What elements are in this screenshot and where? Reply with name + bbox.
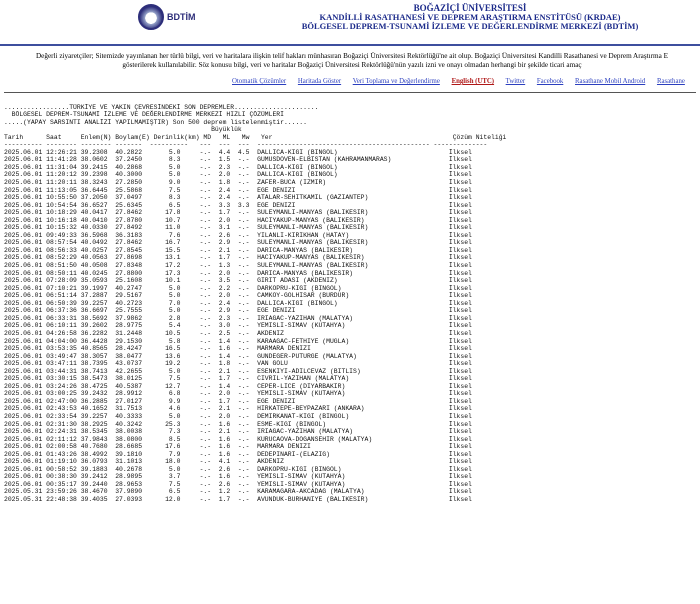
link-show-on-map[interactable]: Haritada Göster: [297, 78, 342, 85]
earthquake-row: 2025.06.01 00:35:17 39.2440 28.9653 7.5 -.- 2.6 -.- YEMISLI-SIMAV (KUTAHYA) İlksel: [4, 480, 472, 488]
intro-line-3: .....(YAPAY SARSINTI ANALİZİ YAPILMAMIŞTIR) Son 500 deprem listelenmiştir......: [4, 118, 307, 126]
link-facebook[interactable]: Facebook: [536, 78, 564, 85]
university-title: BOĞAZİÇİ ÜNİVERSİTESİ: [413, 3, 527, 13]
earthquake-row: 2025.06.01 11:20:12 39.2398 40.3000 5.0 -.- 2.0 -.- DALLICA-KIGI (BINGOL) İlksel: [4, 171, 472, 179]
center-title: BÖLGESEL DEPREM-TSUNAMİ İZLEME VE DEĞERLENDİRME MERKEZİ (BDTİM): [301, 21, 639, 31]
earthquake-row: 2025.06.01 03:47:11 38.7395 43.0737 19.2 -.- 1.8 -.- VAN GOLU İlksel: [4, 360, 472, 368]
earthquake-row: 2025.06.01 02:33:54 39.2257 40.3333 5.0 -.- 2.0 -.- DEMIRKANAT-KIGI (BINGOL) İlksel: [4, 412, 472, 420]
earthquake-row: 2025.06.01 06:37:36 36.6697 25.7555 5.0 -.- 2.9 -.- EGE DENIZI İlksel: [4, 307, 472, 315]
institution-titles: [240, 4, 700, 31]
link-rasathane[interactable]: Rasathane: [656, 78, 685, 85]
bdtim-logo[interactable]: [138, 4, 196, 30]
intro-line-2: BÖLGESEL DEPREM-TSUNAMİ İZLEME VE DEĞERLENDİRME MERKEZİ HIZLI ÇÖZÜMLERİ: [4, 111, 284, 119]
earthquake-row: 2025.06.01 06:51:14 37.2887 29.5167 5.0 -.- 2.0 -.- CAMKOY-GOLHISAR (BURDUR) İlksel: [4, 292, 472, 300]
earthquake-row: 2025.05.31 22:48:38 39.4035 27.0393 12.0 -.- 1.7 -.- AVUNDUK-BURHANIYE (BALIKESIR) İlksel: [4, 495, 472, 503]
earthquake-row: 2025.06.01 09:49:33 36.5968 36.3183 7.6 -.- 2.6 -.- YILANLI-KIRIKHAN (HATAY) İlksel: [4, 231, 472, 239]
earthquake-row: 2025.06.01 10:18:29 40.0417 27.8462 17.8 -.- 1.7 -.- SULEYMANLI-MANYAS (BALIKESIR) İlksel: [4, 209, 472, 217]
earthquake-row: 2025.06.01 01:19:10 36.0793 31.1013 18.0 -.- 4.1 -.- AKDENIZ İlksel: [4, 458, 472, 466]
earthquake-row: 2025.06.01 02:00:58 40.7680 28.6685 17.6 -.- 1.6 -.- MARMARA DENIZI İlksel: [4, 443, 472, 451]
earthquake-row: 2025.06.01 07:28:09 35.0593 25.1608 10.1 -.- 3.5 -.- GIRIT ADASI (AKDENIZ) İlksel: [4, 277, 472, 285]
link-automatic-solutions[interactable]: Otomatik Çözümler: [232, 78, 287, 85]
intro-line-1: .................TÜRKİYE VE YAKIN ÇEVRESİNDEKİ SON DEPREMLER......................: [4, 103, 319, 111]
earthquake-row: 2025.06.01 10:54:54 36.6527 25.6345 6.5 -.- 3.3 3.3 EGE DENIZI İlksel: [4, 201, 472, 209]
link-twitter[interactable]: Twitter: [505, 78, 526, 85]
earthquake-row: 2025.06.01 06:33:31 38.5692 37.9862 2.8 -.- 2.3 -.- IRIAGAC-YAZIHAN (MALATYA) İlksel: [4, 314, 472, 322]
copyright-notice: [0, 52, 700, 70]
earthquake-row: 2025.06.01 02:47:00 36.2885 27.0127 9.9 -.- 1.7 -.- EGE DENIZI İlksel: [4, 397, 472, 405]
earthquake-row: 2025.06.01 03:44:31 38.7413 42.2655 5.0 -.- 2.1 -.- ESENKIYI-ADILCEVAZ (BITLIS) İlksel: [4, 367, 472, 375]
earthquake-row: 2025.06.01 11:41:28 38.0602 37.2450 8.3 -.- 1.5 -.- GUMUSDOVEN-ELBISTAN (KAHRAMANMARAS) İlksel: [4, 156, 472, 164]
column-separator: ---------- -------- -------- ------- ---------- --- --- --- --------------------------------------------- --------------: [4, 141, 488, 149]
link-english-utc[interactable]: English (UTC): [451, 78, 495, 85]
magnitude-header: Büyüklük: [4, 126, 242, 134]
earthquake-row: 2025.06.01 04:26:58 36.2282 31.2448 10.5 -.- 2.5 -.- AKDENIZ İlksel: [4, 329, 472, 337]
logo-text: BDTİM: [167, 12, 196, 22]
earthquake-row: 2025.06.01 08:52:29 40.0563 27.8698 13.1 -.- 1.7 -.- HACIYAKUP-MANYAS (BALIKESIR) İlksel: [4, 254, 472, 262]
earthquake-row: 2025.06.01 08:51:50 40.0508 27.8348 17.2 -.- 1.3 -.- SULEYMANLI-MANYAS (BALIKESIR) İlksel: [4, 262, 472, 270]
earthquake-row: 2025.06.01 02:11:12 37.9843 38.0800 8.5 -.- 1.6 -.- KURUCAOVA-DOGANSEHIR (MALATYA) İlksel: [4, 435, 472, 443]
earthquake-row: 2025.06.01 08:56:33 40.0257 27.8545 15.5 -.- 2.1 -.- DARICA-MANYAS (BALIKESIR) İlksel: [4, 246, 472, 254]
site-header: [0, 0, 700, 44]
notice-line-1: Değerli ziyaretçiler; Sitemizde yayınlanan her türlü bilgi, veri ve haritalara ilişkin telif hakları münhasıran Boğaziçi Üniversitesi Rektörlüğü'ne ait olup. Boğaziçi Üniversitesi Kandilli Rasathanesi ve Deprem Araştırma E: [35, 52, 668, 60]
globe-icon: [138, 4, 164, 30]
earthquake-row: 2025.06.01 02:43:53 40.1652 31.7513 4.6 -.- 2.1 -.- HIRKATEPE-BEYPAZARI (ANKARA) İlksel: [4, 405, 472, 413]
earthquake-row: 2025.06.01 04:04:00 36.4428 29.1530 5.8 -.- 1.4 -.- KARAAGAC-FETHIYE (MUGLA) İlksel: [4, 337, 472, 345]
blank-line: [4, 96, 506, 104]
header-divider: [0, 44, 700, 46]
earthquake-row: 2025.06.01 00:58:52 39.1883 40.2678 5.0 -.- 2.6 -.- DARKOPRU-KIGI (BINGOL) İlksel: [4, 465, 472, 473]
earthquake-row: 2025.06.01 11:20:11 38.3243 27.2850 9.0 -.- 1.8 -.- ZAFER-BUCA (IZMIR) İlksel: [4, 179, 472, 187]
earthquake-row: 2025.06.01 07:10:21 39.1997 40.2747 5.0 -.- 2.2 -.- DARKOPRU-KIGI (BINGOL) İlksel: [4, 284, 472, 292]
earthquake-row: 2025.06.01 02:24:31 38.5345 38.0038 7.3 -.- 2.1 -.- IRIAGAC-YAZIHAN (MALATYA) İlksel: [4, 428, 472, 436]
earthquake-row: 2025.06.01 08:57:54 40.0492 27.8462 16.7 -.- 2.9 -.- SULEYMANLI-MANYAS (BALIKESIR) İlksel: [4, 239, 472, 247]
earthquake-row: 2025.06.01 11:31:04 39.2415 40.2868 5.0 -.- 2.3 -.- DALLICA-KIGI (BINGOL) İlksel: [4, 163, 472, 171]
earthquake-row: 2025.06.01 11:13:05 36.6445 25.5868 7.5 -.- 2.4 -.- EGE DENIZI İlksel: [4, 186, 472, 194]
earthquake-row: 2025.06.01 08:50:11 40.0245 27.8800 17.3 -.- 2.0 -.- DARICA-MANYAS (BALIKESIR) İlksel: [4, 269, 472, 277]
earthquake-row: 2025.06.01 12:26:21 39.2308 40.2822 5.0 -.- 4.4 4.5 DALLICA-KIGI (BINGOL) İlksel: [4, 148, 472, 156]
content-divider: [4, 92, 696, 93]
earthquake-row: 2025.06.01 06:50:39 39.2257 40.2723 7.0 -.- 2.4 -.- DALLICA-KIGI (BINGOL) İlksel: [4, 299, 472, 307]
earthquake-list: [4, 96, 506, 504]
earthquake-row: 2025.06.01 10:16:18 40.0410 27.8780 10.7 -.- 2.0 -.- HACIYAKUP-MANYAS (BALIKESIR) İlksel: [4, 216, 472, 224]
earthquake-row: 2025.06.01 10:55:50 37.2050 37.0497 8.3 -.- 2.4 -.- ATALAR-SEHITKAMIL (GAZIANTEP) İlksel: [4, 194, 472, 202]
earthquake-row: 2025.06.01 03:00:25 39.2432 28.9912 6.8 -.- 2.0 -.- YEMISLI-SIMAV (KUTAHYA) İlksel: [4, 390, 472, 398]
column-headers: Tarih Saat Enlem(N) Boylam(E) Derinlik(km) MD ML Mw Yer Çözüm Niteliği: [4, 133, 507, 141]
earthquake-row: 2025.06.01 02:31:30 38.2925 40.3242 25.3 -.- 1.6 -.- ESME-KIGI (BINGOL) İlksel: [4, 420, 472, 428]
earthquake-row: 2025.06.01 03:24:26 38.4725 40.5387 12.7 -.- 1.4 -.- CEPER-LICE (DIYARBAKIR) İlksel: [4, 382, 472, 390]
link-mobile-android[interactable]: Rasathane Mobil Android: [575, 78, 646, 85]
earthquake-row: 2025.06.01 03:53:35 40.8565 28.4247 16.5 -.- 1.6 -.- MARMARA DENIZI İlksel: [4, 345, 472, 353]
notice-line-2: gösterilerek kullanılabilir. Söz konusu bilgi, veri ve haritalar Boğaziçi Üniversitesi Rektörlüğü'nün yazılı izni ve onayı olmadan herhangi bir şekilde ticari amaç: [122, 61, 582, 69]
earthquake-row: 2025.06.01 06:10:11 39.2602 28.9775 5.4 -.- 3.0 -.- YEMISLI-SIMAV (KUTAHYA) İlksel: [4, 322, 472, 330]
institute-title: KANDİLLİ RASATHANESİ VE DEPREM ARAŞTIRMA ENSTİTÜSÜ (KRDAE): [319, 12, 621, 22]
earthquake-row: 2025.05.31 23:59:26 38.4670 37.9890 6.5 -.- 1.2 -.- KARAMAGARA-AKCADAG (MALATYA) İlksel: [4, 488, 472, 496]
earthquake-row: 2025.06.01 03:49:47 38.3057 38.0477 13.6 -.- 1.4 -.- GUNDEGER-PUTURGE (MALATYA) İlksel: [4, 352, 472, 360]
earthquake-row: 2025.06.01 10:15:32 40.0330 27.8492 11.0 -.- 3.1 -.- SULEYMANLI-MANYAS (BALIKESIR) İlksel: [4, 224, 472, 232]
link-data-collection[interactable]: Veri Toplama ve Değerlendirme: [352, 78, 440, 85]
earthquake-row: 2025.06.01 03:30:15 38.5473 38.0125 7.5 -.- 1.7 -.- CIVRIL-YAZIHAN (MALATYA) İlksel: [4, 375, 472, 383]
earthquake-row: 2025.06.01 01:43:26 38.4992 39.1810 7.9 -.- 1.6 -.- DEDEPINARI-(ELAZIG) İlksel: [4, 450, 472, 458]
nav-links: [232, 78, 700, 85]
earthquake-row: 2025.06.01 00:38:30 39.2412 28.9895 3.7 -.- 1.6 -.- YEMISLI-SIMAV (KUTAHYA) İlksel: [4, 473, 472, 481]
